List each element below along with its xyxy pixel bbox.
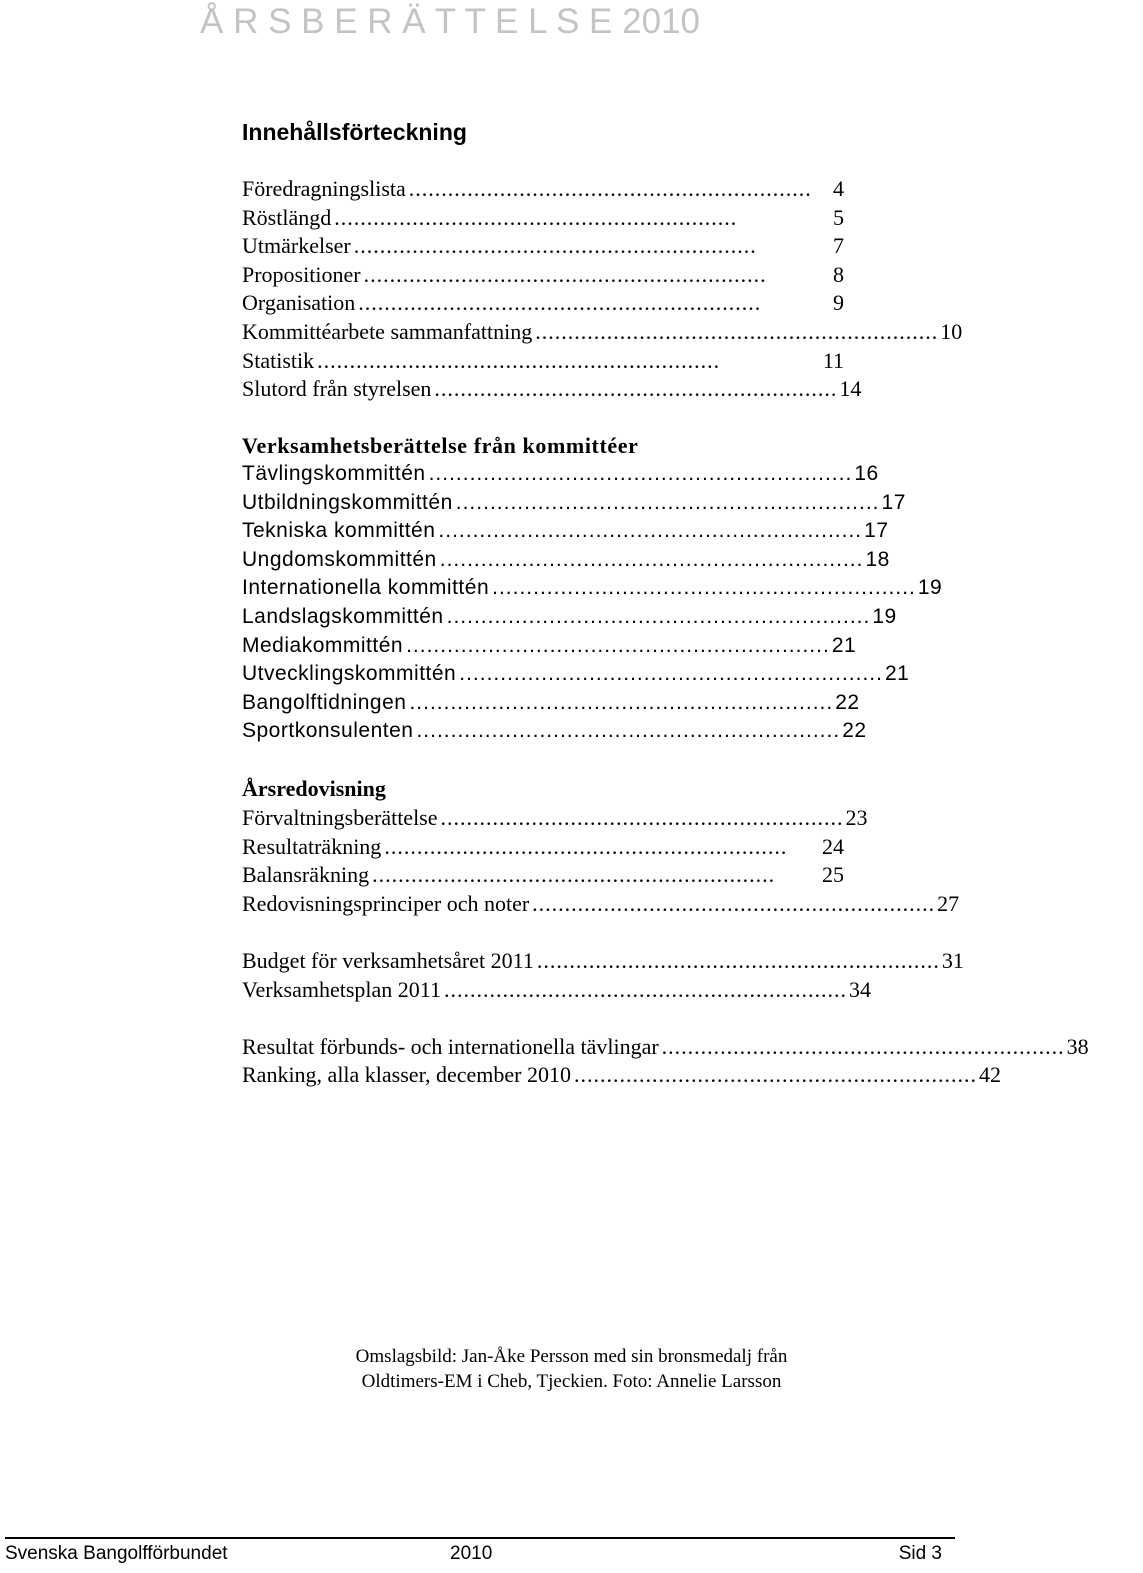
toc-entry[interactable] [242, 1033, 1089, 1063]
toc-entry[interactable] [242, 805, 868, 834]
toc-leader-dots: .............................................................. [536, 948, 940, 974]
toc-entry[interactable] [242, 862, 844, 891]
toc-entry-page: 4 [833, 176, 844, 201]
toc-leader-dots: .............................................................. [459, 662, 883, 686]
toc-entry-page: 21 [831, 633, 857, 657]
toc-group-budget [242, 948, 964, 1005]
toc-leader-dots: .............................................................. [363, 261, 767, 287]
toc-entry-page: 18 [865, 547, 890, 571]
toc-entry-label: Utmärkelser [242, 233, 351, 259]
toc-entry-page: 34 [848, 976, 871, 1002]
toc-entry-label: Kommittéarbete sammanfattning [242, 318, 533, 344]
toc-entry-page: 21 [884, 662, 910, 686]
toc-leader-dots: .............................................................. [438, 519, 863, 543]
toc-entry-label: Ungdomskommittén [242, 547, 437, 571]
toc-section-title-annual-report: Årsredovisning [242, 776, 386, 802]
toc-leader-dots: .............................................................. [443, 976, 847, 1002]
toc-entry-label: Verksamhetsplan 2011 [242, 976, 441, 1002]
toc-leader-dots: .............................................................. [334, 204, 738, 230]
toc-leader-dots: .............................................................. [384, 833, 788, 859]
toc-leader-dots: .............................................................. [661, 1033, 1065, 1059]
toc-entry-label: Ranking, alla klasser, december 2010 [242, 1062, 572, 1088]
toc-leader-dots: .............................................................. [574, 1062, 978, 1088]
toc-group-general [242, 176, 963, 405]
toc-entry-page: 23 [845, 805, 868, 831]
toc-entry[interactable] [242, 290, 844, 319]
toc-group-annual-report [242, 805, 960, 919]
toc-entry-page: 22 [842, 719, 867, 743]
toc-entry-label: Internationella kommittén [242, 576, 490, 600]
caption-line: Omslagsbild: Jan-Åke Persson med sin bronsmedalj från [355, 1346, 788, 1367]
toc-heading: Innehållsförteckning [242, 119, 467, 145]
toc-section-title-committees: Verksamhetsberättelse från kommittéer [242, 433, 639, 459]
toc-entry-label: Mediakommittén [242, 633, 404, 657]
toc-entry-label: Förvaltningsberättelse [242, 805, 438, 831]
footer-divider [5, 1537, 955, 1539]
toc-leader-dots: .............................................................. [416, 719, 841, 743]
toc-entry[interactable] [242, 604, 897, 634]
toc-leader-dots: .............................................................. [492, 576, 916, 600]
footer-organization: Svenska Bangolfförbundet [5, 1543, 228, 1564]
toc-entry[interactable] [242, 690, 860, 720]
caption-line: Oldtimers-EM i Cheb, Tjeckien. Foto: Annelie Larsson [361, 1371, 782, 1392]
toc-entry-page: 24 [822, 833, 844, 859]
toc-entry-page: 7 [833, 233, 844, 259]
toc-entry-page: 19 [872, 604, 897, 628]
toc-entry-label: Statistik [242, 347, 315, 373]
toc-entry[interactable] [242, 262, 844, 291]
toc-entry[interactable] [242, 176, 844, 205]
toc-entry-label: Bangolftidningen [242, 690, 407, 714]
toc-entry[interactable] [242, 205, 844, 234]
table-of-contents [242, 176, 1089, 1091]
toc-entry-label: Balansräkning [242, 862, 370, 888]
toc-entry-page: 9 [833, 290, 844, 316]
toc-entry-label: Utbildningskommittén [242, 490, 453, 514]
toc-entry-label: Landslagskommittén [242, 604, 444, 628]
toc-entry-label: Resultat förbunds- och internationella tävlingar [242, 1033, 659, 1059]
toc-entry-label: Redovisningsprinciper och noter [242, 890, 530, 916]
toc-group-committees [242, 461, 943, 748]
toc-entry-label: Tävlingskommittén [242, 461, 426, 485]
toc-leader-dots: .............................................................. [532, 890, 936, 916]
toc-entry[interactable] [242, 719, 867, 748]
toc-spacer [242, 919, 844, 948]
toc-entry-page: 27 [937, 890, 960, 916]
toc-entry[interactable] [242, 633, 857, 663]
toc-entry[interactable] [242, 948, 964, 977]
toc-entry[interactable] [242, 490, 906, 520]
toc-entry[interactable] [242, 348, 844, 377]
toc-entry[interactable] [242, 1062, 1002, 1091]
toc-entry-label: Resultaträkning [242, 833, 382, 859]
toc-spacer [242, 1005, 844, 1034]
page-header-title: Å R S B E R Ä T T E L S E 2010 [200, 2, 700, 41]
toc-entry[interactable] [242, 662, 910, 691]
toc-entry[interactable] [242, 976, 871, 1006]
toc-leader-dots: .............................................................. [409, 690, 834, 714]
toc-entry-label: Röstlängd [242, 204, 332, 230]
toc-spacer [242, 748, 844, 777]
toc-leader-dots: .............................................................. [440, 805, 844, 831]
toc-entry-label: Slutord från styrelsen [242, 376, 432, 402]
toc-leader-dots: .............................................................. [446, 604, 871, 628]
toc-entry-page: 17 [881, 490, 906, 514]
toc-leader-dots: .............................................................. [434, 376, 838, 402]
toc-entry[interactable] [242, 576, 943, 605]
toc-entry-page: 25 [822, 862, 844, 888]
toc-entry-page: 38 [1066, 1033, 1089, 1059]
toc-entry-label: Utvecklingskommittén [242, 662, 457, 686]
toc-leader-dots: .............................................................. [317, 347, 721, 373]
toc-entry[interactable] [242, 318, 963, 348]
toc-entry[interactable] [242, 519, 889, 548]
footer-year: 2010 [450, 1543, 493, 1564]
toc-entry-page: 19 [917, 576, 943, 600]
toc-leader-dots: .............................................................. [455, 490, 880, 514]
toc-entry[interactable] [242, 834, 844, 863]
toc-entry[interactable] [242, 890, 960, 920]
toc-entry-page: 5 [833, 204, 844, 230]
footer-page-number: Sid 3 [898, 1543, 942, 1564]
cover-photo-caption [0, 1344, 1143, 1394]
toc-entry-page: 11 [822, 347, 844, 373]
toc-entry[interactable] [242, 233, 844, 262]
toc-leader-dots: .............................................................. [358, 290, 762, 316]
toc-leader-dots: .............................................................. [353, 233, 757, 259]
toc-entry-label: Budget för verksamhetsåret 2011 [242, 948, 534, 974]
toc-entry-label: Organisation [242, 290, 356, 316]
toc-entry-page: 14 [839, 376, 862, 402]
toc-entry-page: 31 [941, 948, 964, 974]
toc-entry-page: 22 [835, 690, 860, 714]
toc-leader-dots: .............................................................. [428, 461, 853, 485]
toc-entry[interactable] [242, 461, 879, 491]
toc-spacer [242, 405, 844, 434]
toc-entry-page: 16 [854, 461, 879, 485]
toc-entry[interactable] [242, 547, 890, 577]
toc-entry[interactable] [242, 376, 862, 405]
toc-leader-dots: .............................................................. [408, 176, 812, 201]
toc-group-results [242, 1033, 1089, 1091]
toc-entry-label: Sportkonsulenten [242, 719, 414, 743]
toc-entry-page: 42 [979, 1062, 1002, 1088]
toc-entry-label: Propositioner [242, 261, 361, 287]
toc-leader-dots: .............................................................. [535, 318, 939, 344]
toc-entry-page: 10 [940, 318, 963, 344]
toc-leader-dots: .............................................................. [439, 547, 864, 571]
toc-entry-label: Tekniska kommittén [242, 519, 436, 543]
toc-leader-dots: .............................................................. [406, 633, 830, 657]
toc-leader-dots: .............................................................. [372, 862, 776, 888]
toc-entry-page: 8 [833, 261, 844, 287]
toc-entry-label: Föredragningslista [242, 176, 406, 201]
toc-entry-page: 17 [864, 519, 889, 543]
